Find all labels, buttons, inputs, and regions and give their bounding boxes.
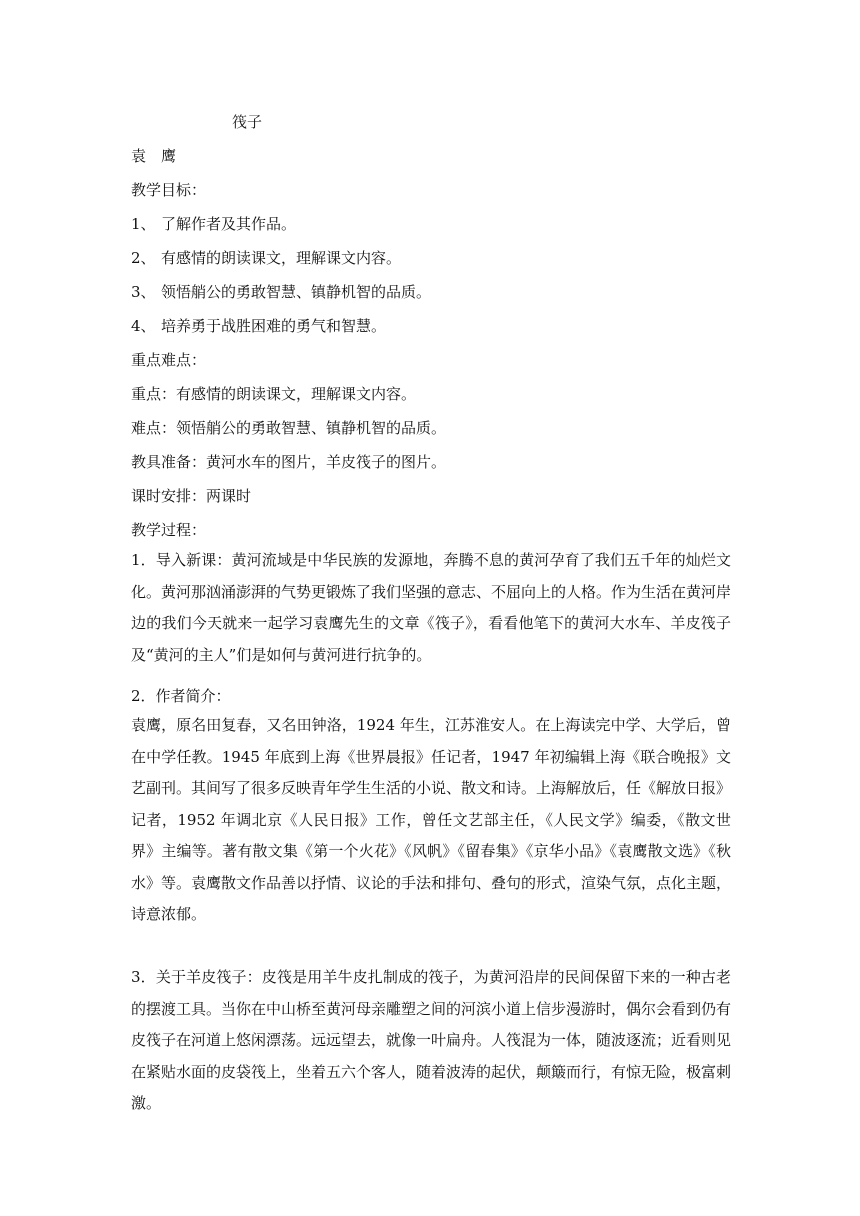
objective-number: 1、 xyxy=(131,215,156,233)
section-intro-paragraph: 1．导入新课：黄河流域是中华民族的发源地，奔腾不息的黄河孕育了我们五千年的灿烂文化。黄河那汹涌澎湃的气势更锻炼了我们坚强的意志、不屈向上的人格。作为生活在黄河岸边的我们今天就来一起学习袁鹰先生的文章《筏子》，看看他笔下的黄河大水车、羊皮筏子及“黄河的主人”们是如何与黄河进行抗争的。 xyxy=(131,551,732,664)
difficult-point: 难点：领悟艄公的勇敢智慧、镇静机智的品质。 xyxy=(131,419,447,437)
author-line: 袁 鹰 xyxy=(131,147,177,165)
schedule: 课时安排：两课时 xyxy=(131,487,252,505)
key-point: 重点：有感情的朗读课文，理解课文内容。 xyxy=(131,385,417,403)
materials: 教具准备：黄河水车的图片，羊皮筏子的图片。 xyxy=(131,453,447,471)
objective-item-2 xyxy=(131,248,401,268)
section-author-paragraph: 袁鹰，原名田复春，又名田钟洛，1924 年生，江苏淮安人。在上海读完中学、大学后，曾在中学任教。1945 年底到上海《世界晨报》任记者，1947 年初编辑上海《联合晚报》文艺副刊。其间写了很多反映青年学生生活的小说、散文和诗。上海解放后，任《解放日报》记者，1952 年调北京《人民日报》工作，曾任文艺部主任，《人民文学》编委，《散文世界》主编等。著有散文集《第一个火花》《风帆》《留春集》《京华小品》《袁鹰散文选》《秋水》等。袁鹰散文作品善以抒情、议论的手法和排句、叠句的形式，渲染气氛，点化主题，诗意浓郁。 xyxy=(131,716,732,923)
objective-item-1 xyxy=(131,214,296,234)
objective-text: 培养勇于战胜困难的勇气和智慧。 xyxy=(161,317,387,335)
key-points-heading: 重点难点： xyxy=(131,351,207,369)
objective-item-3 xyxy=(131,282,431,302)
objective-text: 领悟艄公的勇敢智慧、镇静机智的品质。 xyxy=(161,283,432,301)
objective-item-4 xyxy=(131,316,386,336)
objective-number: 3、 xyxy=(131,283,156,301)
objective-text: 有感情的朗读课文，理解课文内容。 xyxy=(161,249,402,267)
objective-number: 2、 xyxy=(131,249,156,267)
process-heading: 教学过程： xyxy=(131,521,207,539)
objectives-heading: 教学目标： xyxy=(131,181,207,199)
objective-number: 4、 xyxy=(131,317,156,335)
section-raft-paragraph: 3．关于羊皮筏子：皮筏是用羊牛皮扎制成的筏子，为黄河沿岸的民间保留下来的一种古老的摆渡工具。当你在中山桥至黄河母亲雕塑之间的河滨小道上信步漫游时，偶尔会看到仍有皮筏子在河道上悠闲漂荡。远远望去，就像一叶扁舟。人筏混为一体，随波逐流；近看则见在紧贴水面的皮袋筏上，坐着五六个客人，随着波涛的起伏，颠簸而行，有惊无险，极富刺激。 xyxy=(131,968,732,1112)
section-author-heading: 2．作者简介： xyxy=(131,687,231,705)
document-title: 筏子 xyxy=(232,113,263,131)
objective-text: 了解作者及其作品。 xyxy=(161,215,297,233)
